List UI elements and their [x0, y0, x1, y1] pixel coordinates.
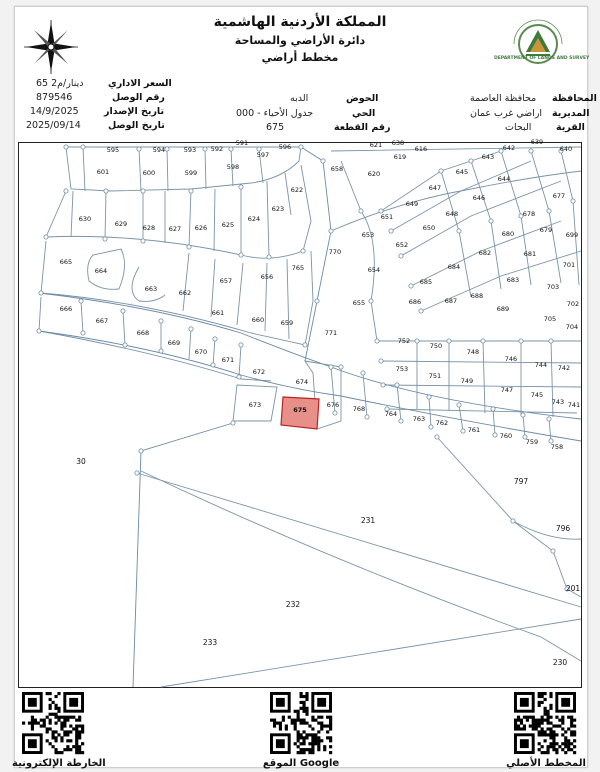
parcel-label-650[interactable]: 650 — [422, 224, 436, 232]
parcel-label-30[interactable]: 30 — [76, 457, 86, 466]
parcel-label-764[interactable]: 764 — [384, 410, 398, 418]
vertex-marker — [489, 219, 493, 223]
vertex-marker — [267, 255, 271, 259]
parcel-label-619[interactable]: 619 — [393, 153, 407, 161]
vertex-marker — [521, 413, 525, 417]
parcel-label-762[interactable]: 762 — [435, 419, 449, 427]
parcel-label-758[interactable]: 758 — [550, 443, 564, 451]
parcel-label-595[interactable]: 595 — [106, 146, 120, 154]
vertex-marker — [159, 349, 163, 353]
parcel-label-663[interactable]: 663 — [144, 285, 158, 293]
parcel-label-660[interactable]: 660 — [251, 316, 265, 324]
parcel-label-655[interactable]: 655 — [352, 299, 366, 307]
parcel-label-702[interactable]: 702 — [566, 300, 580, 308]
vertex-marker — [123, 343, 127, 347]
parcel-label-656[interactable]: 656 — [260, 273, 274, 281]
vertex-marker — [493, 433, 497, 437]
parcel-label-623[interactable]: 623 — [271, 205, 285, 213]
parcel-label-741[interactable]: 741 — [567, 401, 581, 409]
parcel-label-745[interactable]: 745 — [530, 391, 544, 399]
parcel-label-796[interactable]: 796 — [555, 524, 571, 533]
kingdom-title: المملكة الأردنية الهاشمية — [213, 14, 387, 30]
parcel-label-747[interactable]: 747 — [500, 386, 514, 394]
parcel-label-653[interactable]: 653 — [361, 231, 375, 239]
department-logo — [500, 22, 578, 80]
parcel-label-686[interactable]: 686 — [408, 298, 422, 306]
parcel-label-643[interactable]: 643 — [481, 153, 495, 161]
value-village: البحات — [505, 122, 532, 133]
parcel-label-201[interactable]: 201 — [565, 584, 581, 593]
value-receipt-date: 2025/09/14 — [26, 120, 81, 131]
parcel-label-661[interactable]: 661 — [211, 309, 225, 317]
parcel-label-752[interactable]: 752 — [397, 337, 411, 345]
parcel-label-593[interactable]: 593 — [183, 146, 197, 154]
parcel-label-753[interactable]: 753 — [395, 365, 409, 373]
vertex-marker — [37, 329, 41, 333]
document-title: مخطط أراضي — [261, 51, 339, 64]
vertex-marker — [457, 403, 461, 407]
parcel-label-751[interactable]: 751 — [428, 372, 442, 380]
vertex-marker — [79, 299, 83, 303]
parcel-label-676[interactable]: 676 — [326, 401, 340, 409]
parcel-label-621[interactable]: 621 — [369, 141, 383, 149]
parcel-label-679[interactable]: 679 — [539, 226, 553, 234]
vertex-marker — [141, 239, 145, 243]
parcel-label-622[interactable]: 622 — [290, 186, 304, 194]
compass-rose-icon — [22, 18, 80, 76]
parcel-label-684[interactable]: 684 — [447, 263, 461, 271]
vertex-marker — [103, 237, 107, 241]
parcel-label-599[interactable]: 599 — [184, 169, 198, 177]
label-admin-price: السعر الاداري — [108, 78, 172, 89]
parcel-label-640[interactable]: 640 — [559, 145, 573, 153]
parcel-label-671[interactable]: 671 — [221, 356, 235, 364]
department-title: دائرة الأراضي والمساحة — [234, 34, 366, 47]
parcel-label-654[interactable]: 654 — [367, 266, 381, 274]
parcel-label-232[interactable]: 232 — [285, 600, 301, 609]
vertex-marker — [141, 189, 145, 193]
value-admin-price: 65 دينار/م2 — [36, 78, 84, 89]
parcel-label-761[interactable]: 761 — [467, 426, 481, 434]
parcel-label-669[interactable]: 669 — [167, 339, 181, 347]
label-issue-date: تاريخ الإصدار — [104, 106, 165, 117]
vertex-marker — [64, 145, 68, 149]
vertex-marker — [81, 145, 85, 149]
vertex-marker — [457, 229, 461, 233]
vertex-marker — [361, 371, 365, 375]
vertex-marker — [549, 339, 553, 343]
parcel-label-231[interactable]: 231 — [360, 516, 376, 525]
parcel-label-760[interactable]: 760 — [499, 432, 513, 440]
vertex-marker — [239, 185, 243, 189]
parcel-label-662[interactable]: 662 — [178, 289, 192, 297]
vertex-marker — [399, 254, 403, 258]
parcel-label-748[interactable]: 748 — [466, 348, 480, 356]
parcel-label-657[interactable]: 657 — [219, 277, 233, 285]
parcel-label-629[interactable]: 629 — [114, 220, 128, 228]
parcel-label-652[interactable]: 652 — [395, 241, 409, 249]
parcel-labels — [60, 138, 581, 667]
parcel-label-681[interactable]: 681 — [523, 250, 537, 258]
parcel-label-233[interactable]: 233 — [202, 638, 218, 647]
parcel-label-668[interactable]: 668 — [136, 329, 150, 337]
vertex-marker — [121, 309, 125, 313]
parcel-label-749[interactable]: 749 — [460, 377, 474, 385]
vertex-marker — [213, 337, 217, 341]
parcel-label-675[interactable]: 675 — [293, 406, 307, 414]
vertex-marker — [189, 189, 193, 193]
parcel-label-672[interactable]: 672 — [252, 368, 266, 376]
vertex-marker — [231, 421, 235, 425]
parcel-label-596[interactable]: 596 — [278, 143, 292, 151]
vertex-marker — [389, 229, 393, 233]
parcel-label-624[interactable]: 624 — [247, 215, 261, 223]
vertex-marker — [315, 299, 319, 303]
parcel-label-687[interactable]: 687 — [444, 297, 458, 305]
parcel-label-659[interactable]: 659 — [280, 319, 294, 327]
vertex-marker — [415, 339, 419, 343]
parcel-label-651[interactable]: 651 — [380, 213, 394, 221]
vertex-marker — [381, 383, 385, 387]
vertex-marker — [439, 169, 443, 173]
vertex-marker — [551, 549, 555, 553]
parcel-label-683[interactable]: 683 — [506, 276, 520, 284]
vertex-marker — [461, 429, 465, 433]
parcel-label-649[interactable]: 649 — [405, 200, 419, 208]
vertex-marker — [469, 159, 473, 163]
vertex-marker — [139, 449, 143, 453]
parcel-label-689[interactable]: 689 — [496, 305, 510, 313]
vertex-marker — [321, 159, 325, 163]
parcel-label-598[interactable]: 598 — [226, 163, 240, 171]
parcel-label-591[interactable]: 591 — [235, 139, 249, 147]
vertex-marker — [189, 327, 193, 331]
footer-label-electronic-map: الخارطة الإلكترونية — [12, 758, 106, 769]
vertex-marker — [329, 229, 333, 233]
vertex-marker — [419, 309, 423, 313]
vertex-marker — [237, 375, 241, 379]
qr-code-electronic-map[interactable] — [22, 692, 84, 754]
parcel-label-674[interactable]: 674 — [295, 378, 309, 386]
parcel-label-688[interactable]: 688 — [470, 292, 484, 300]
parcel-label-677[interactable]: 677 — [552, 192, 566, 200]
vertex-marker — [187, 245, 191, 249]
vertex-marker — [491, 407, 495, 411]
parcel-label-642[interactable]: 642 — [502, 144, 516, 152]
parcel-label-768[interactable]: 768 — [352, 405, 366, 413]
vertex-marker — [359, 209, 363, 213]
parcel-label-759[interactable]: 759 — [525, 438, 539, 446]
value-neighborhood: جدول الأحياء - 000 — [236, 108, 314, 119]
parcel-label-750[interactable]: 750 — [429, 342, 443, 350]
vertex-marker — [511, 519, 515, 523]
parcel-label-699[interactable]: 699 — [565, 231, 579, 239]
parcel-label-673[interactable]: 673 — [248, 401, 262, 409]
vertex-marker — [333, 411, 337, 415]
value-receipt-number: 879546 — [36, 92, 73, 103]
vertex-marker — [547, 417, 551, 421]
qr-code-google-location[interactable] — [270, 692, 332, 754]
vertex-marker — [365, 415, 369, 419]
parcel-label-797[interactable]: 797 — [513, 477, 529, 486]
parcel-label-600[interactable]: 600 — [142, 169, 156, 177]
vertex-marker — [135, 471, 139, 475]
label-neighborhood: الحي — [352, 108, 376, 119]
vertex-marker — [409, 284, 413, 288]
label-directorate: المديرية — [552, 108, 590, 119]
label-receipt-date: تاريخ الوصل — [108, 120, 165, 131]
parcel-label-743[interactable]: 743 — [551, 398, 565, 406]
parcel-label-680[interactable]: 680 — [501, 230, 515, 238]
value-governorate: محافظة العاصمة — [470, 93, 537, 104]
parcel-label-701[interactable]: 701 — [562, 261, 576, 269]
vertex-marker — [447, 339, 451, 343]
parcel-label-704[interactable]: 704 — [565, 323, 579, 331]
vertex-marker — [203, 147, 207, 151]
map-canvas[interactable] — [19, 138, 581, 687]
vertex-marker — [104, 189, 108, 193]
parcel-label-644[interactable]: 644 — [497, 175, 511, 183]
value-issue-date: 14/9/2025 — [30, 106, 79, 117]
vertex-marker — [399, 419, 403, 423]
parcel-label-770[interactable]: 770 — [328, 248, 342, 256]
parcel-label-666[interactable]: 666 — [59, 305, 73, 313]
parcel-label-703[interactable]: 703 — [546, 283, 560, 291]
vertex-marker — [395, 383, 399, 387]
vertex-marker — [329, 365, 333, 369]
vertex-marker — [159, 319, 163, 323]
value-parcel-number: 675 — [266, 122, 285, 133]
vertex-marker — [165, 147, 169, 151]
value-directorate: اراضي غرب عمان — [470, 108, 543, 119]
footer-label-google-location: الموقع Google — [262, 758, 340, 769]
value-basin: الدبه — [290, 93, 309, 104]
logo-caption: DEPARTMENT OF LANDS AND SURVEY — [494, 56, 590, 61]
parcel-label-670[interactable]: 670 — [194, 348, 208, 356]
parcel-label-628[interactable]: 628 — [142, 224, 156, 232]
parcel-label-744[interactable]: 744 — [534, 361, 548, 369]
parcel-label-616[interactable]: 616 — [414, 145, 428, 153]
parcel-label-647[interactable]: 647 — [428, 184, 442, 192]
vertex-marker — [239, 343, 243, 347]
parcel-label-620[interactable]: 620 — [367, 170, 381, 178]
vertex-marker — [375, 339, 379, 343]
parcel-label-658[interactable]: 658 — [330, 165, 344, 173]
label-governorate: المحافظة — [552, 93, 597, 104]
vertex-marker — [427, 395, 431, 399]
label-parcel-number: رقم القطعة — [334, 122, 391, 133]
parcel-label-665[interactable]: 665 — [59, 258, 73, 266]
parcel-label-625[interactable]: 625 — [221, 221, 235, 229]
parcel-label-638[interactable]: 638 — [391, 139, 405, 147]
parcel-label-763[interactable]: 763 — [412, 415, 426, 423]
parcel-label-667[interactable]: 667 — [95, 317, 109, 325]
parcel-label-742[interactable]: 742 — [557, 364, 571, 372]
vertex-marker — [239, 253, 243, 257]
parcel-label-630[interactable]: 630 — [78, 215, 92, 223]
vertex-marker — [435, 435, 439, 439]
parcel-label-771[interactable]: 771 — [324, 329, 338, 337]
parcel-label-682[interactable]: 682 — [478, 249, 492, 257]
vertex-marker — [39, 291, 43, 295]
parcel-label-648[interactable]: 648 — [445, 210, 459, 218]
vertex-marker — [571, 199, 575, 203]
parcel-label-597[interactable]: 597 — [256, 151, 270, 159]
vertex-marker — [211, 363, 215, 367]
vertex-marker — [379, 359, 383, 363]
cadastral-map[interactable] — [18, 138, 582, 688]
parcel-label-626[interactable]: 626 — [194, 224, 208, 232]
parcel-label-639[interactable]: 639 — [530, 138, 544, 146]
vertex-marker — [299, 145, 303, 149]
vertex-marker — [229, 147, 233, 151]
parcel-label-705[interactable]: 705 — [543, 315, 557, 323]
parcel-label-765[interactable]: 765 — [291, 264, 305, 272]
vertex-marker — [64, 189, 68, 193]
parcel-label-685[interactable]: 685 — [419, 278, 433, 286]
vertex-marker — [481, 339, 485, 343]
parcel-label-230[interactable]: 230 — [552, 658, 568, 667]
vertex-marker — [369, 299, 373, 303]
parcel-label-594[interactable]: 594 — [152, 146, 166, 154]
parcel-label-592[interactable]: 592 — [210, 145, 224, 153]
vertex-marker — [301, 249, 305, 253]
vertex-marker — [44, 235, 48, 239]
qr-code-original-plan[interactable] — [514, 692, 576, 754]
footer-label-original-plan: المخطط الأصلي — [506, 758, 586, 769]
parcel-label-601[interactable]: 601 — [96, 168, 110, 176]
label-receipt-number: رقم الوصل — [112, 92, 165, 103]
label-basin: الحوض — [346, 93, 379, 104]
vertex-marker — [339, 365, 343, 369]
vertex-marker — [547, 209, 551, 213]
parcel-label-627[interactable]: 627 — [168, 225, 182, 233]
parcel-label-646[interactable]: 646 — [472, 194, 486, 202]
vertex-marker — [137, 147, 141, 151]
vertex-marker — [429, 425, 433, 429]
vertex-marker — [519, 339, 523, 343]
vertex-marker — [303, 343, 307, 347]
label-village: القرية — [556, 122, 585, 133]
parcel-label-664[interactable]: 664 — [94, 267, 108, 275]
vertex-marker — [81, 331, 85, 335]
vertex-marker — [529, 149, 533, 153]
parcel-label-678[interactable]: 678 — [522, 210, 536, 218]
parcel-label-746[interactable]: 746 — [504, 355, 518, 363]
parcel-label-645[interactable]: 645 — [455, 168, 469, 176]
